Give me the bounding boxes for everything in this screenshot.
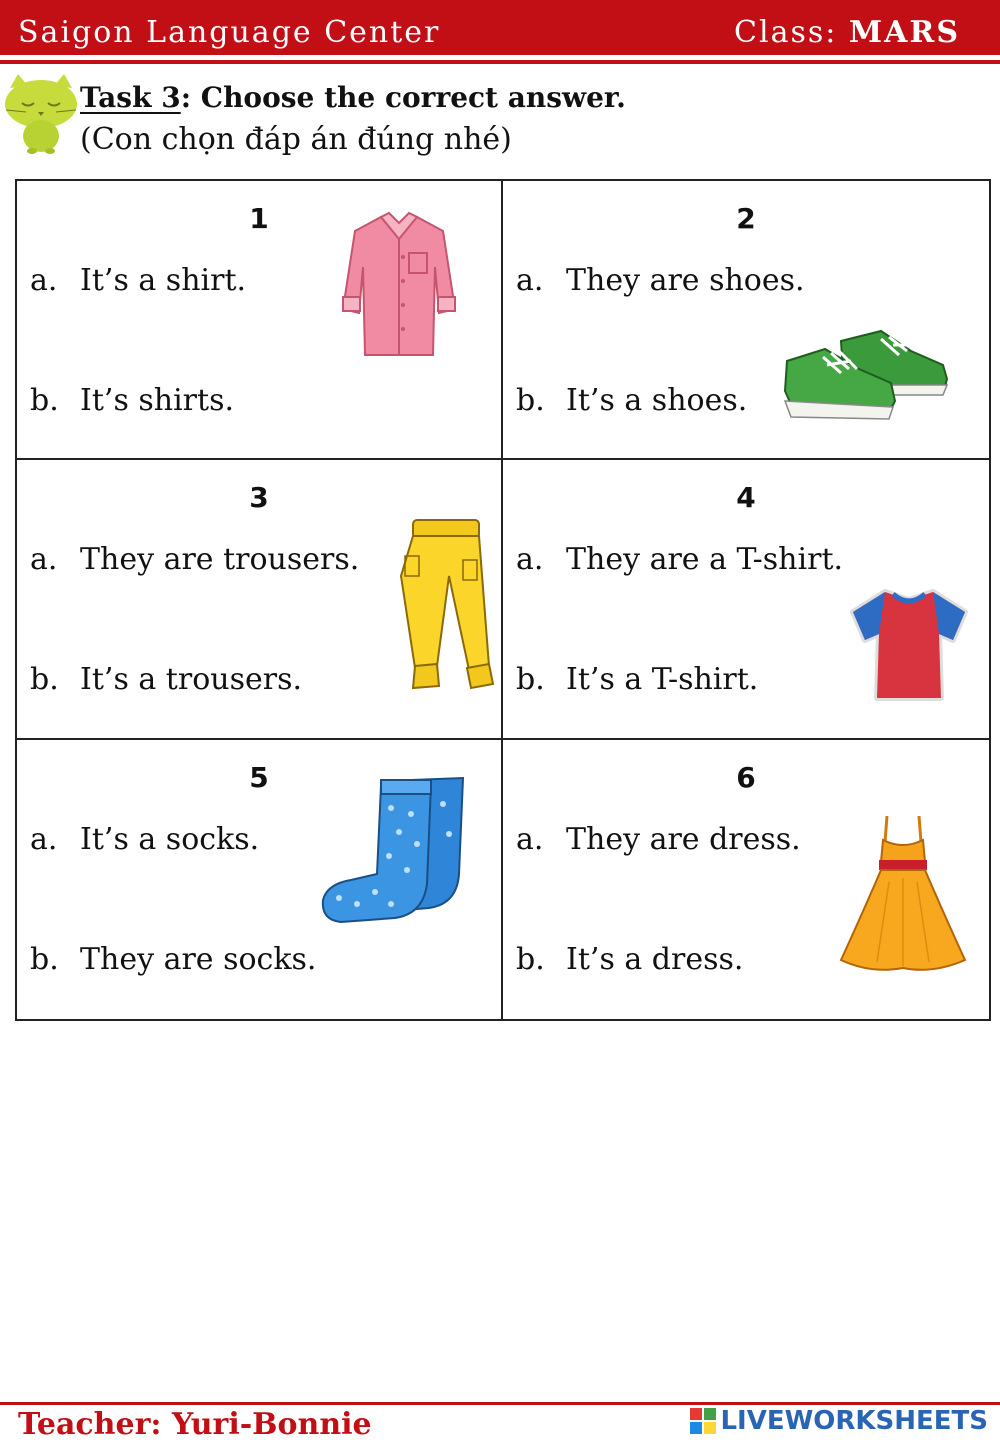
- option-text: It’s shirts.: [80, 383, 235, 418]
- class-name: MARS: [848, 15, 960, 50]
- header-divider: [0, 60, 1000, 64]
- option-letter: a.: [516, 821, 544, 857]
- option-a[interactable]: [516, 540, 843, 580]
- option-a[interactable]: [516, 820, 801, 860]
- option-text: It’s a shoes.: [566, 383, 748, 418]
- option-a[interactable]: [30, 820, 259, 860]
- option-text: It’s a trousers.: [80, 662, 302, 698]
- option-letter: b.: [30, 383, 59, 418]
- option-a[interactable]: [30, 540, 359, 580]
- question-cell-5: [17, 740, 503, 1019]
- liveworksheets-logo-icon: [690, 1408, 716, 1434]
- option-letter: a.: [30, 263, 58, 298]
- question-number: 5: [249, 760, 269, 794]
- option-b[interactable]: [30, 660, 302, 700]
- task-instruction: : Choose the correct answer.: [180, 81, 626, 114]
- teacher-name: Teacher: Yuri-Bonnie: [18, 1407, 372, 1442]
- question-number: 4: [736, 481, 756, 515]
- question-number: 6: [736, 760, 756, 794]
- class-prefix: Class:: [734, 15, 838, 50]
- liveworksheets-logo[interactable]: [690, 1406, 988, 1436]
- option-text: They are shoes.: [566, 263, 805, 298]
- option-letter: b.: [516, 941, 545, 977]
- option-a[interactable]: [30, 261, 246, 301]
- option-text: It’s a socks.: [80, 821, 260, 857]
- task-number: Task 3: [80, 81, 181, 114]
- exercise-grid: [15, 179, 991, 1021]
- option-text: It’s a dress.: [566, 941, 744, 977]
- option-letter: b.: [30, 662, 59, 698]
- question-number: 2: [736, 202, 756, 235]
- option-letter: a.: [516, 263, 544, 298]
- liveworksheets-logo-text: LIVEWORKSHEETS: [720, 1406, 988, 1436]
- header-bar: [0, 0, 1000, 55]
- option-text: They are dress.: [566, 821, 801, 857]
- orange-dress-image: [839, 812, 967, 976]
- center-name: Saigon Language Center: [18, 15, 441, 50]
- option-letter: b.: [516, 383, 545, 418]
- option-b[interactable]: [516, 660, 758, 700]
- yellow-trousers-image: [393, 516, 497, 698]
- option-text: They are socks.: [80, 941, 317, 977]
- footer-divider: [0, 1402, 1000, 1405]
- class-label: [734, 13, 960, 53]
- question-cell-2: [503, 181, 989, 460]
- option-letter: b.: [516, 662, 545, 698]
- green-sneakers-image: [781, 321, 951, 421]
- option-text: It’s a T-shirt.: [566, 662, 759, 698]
- option-letter: a.: [30, 542, 58, 578]
- option-a[interactable]: [516, 261, 805, 301]
- option-letter: a.: [516, 542, 544, 578]
- question-cell-4: [503, 460, 989, 739]
- option-text: It’s a shirt.: [80, 263, 247, 298]
- question-number: 1: [249, 202, 269, 235]
- question-cell-6: [503, 740, 989, 1019]
- task-title: [80, 78, 626, 118]
- option-b[interactable]: [516, 940, 743, 980]
- option-letter: a.: [30, 821, 58, 857]
- cat-mascot-icon: [2, 74, 80, 154]
- pink-shirt-image: [339, 209, 459, 359]
- option-b[interactable]: [30, 940, 316, 980]
- option-letter: b.: [30, 941, 59, 977]
- option-b[interactable]: [30, 381, 234, 421]
- option-text: They are trousers.: [80, 542, 360, 578]
- blue-socks-image: [319, 774, 469, 924]
- question-cell-1: [17, 181, 503, 460]
- question-number: 3: [249, 481, 269, 515]
- option-text: They are a T-shirt.: [566, 542, 844, 578]
- option-b[interactable]: [516, 381, 747, 421]
- red-tshirt-image: [849, 586, 969, 704]
- task-subtitle: (Con chọn đáp án đúng nhé): [80, 122, 512, 157]
- question-cell-3: [17, 460, 503, 739]
